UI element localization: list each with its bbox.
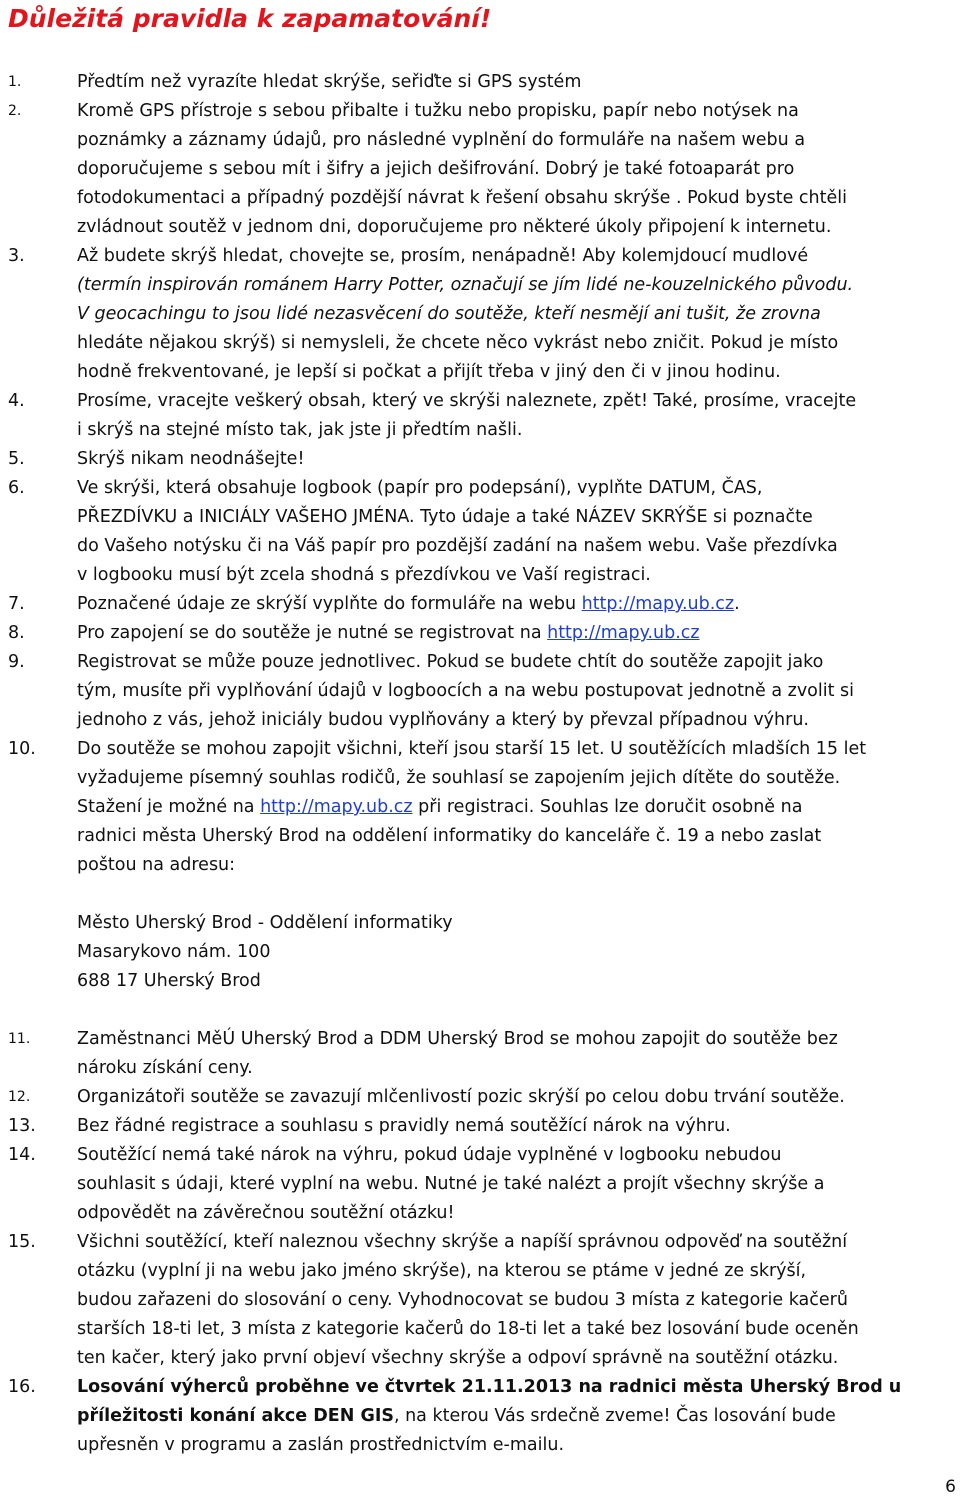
postal-address <box>77 909 954 996</box>
rule-text-line: radnici města Uherský Brod na oddělení informatiky do kanceláře č. 19 a nebo zaslat <box>77 826 822 846</box>
rule-number: 1. <box>8 74 22 90</box>
rule-text-line: Losování výherců proběhne ve čtvrtek 21.11.2013 na radnici města Uherský Brod u <box>77 1377 902 1397</box>
rule-item-9 <box>0 648 960 735</box>
rule-number: 6. <box>8 478 25 498</box>
rule-text-line: poštou na adresu: <box>77 855 236 875</box>
rule-text-line: ten kačer, který jako první objeví všechny skrýše a odpoví správně na soutěžní otázku. <box>77 1348 839 1368</box>
rule-item-10 <box>0 735 960 996</box>
rule-text-line: Až budete skrýš hledat, chovejte se, prosím, nenápadně! Aby kolemjdoucí mudlové <box>77 246 809 266</box>
rule-text-line: starších 18-ti let, 3 místa z kategorie kačerů do 18-ti let a také bez losování bude oceněn <box>77 1319 859 1339</box>
rule-text: Pro zapojení se do soutěže je nutné se registrovat na <box>77 623 548 643</box>
rule-text-line: Bez řádné registrace a souhlasu s pravidly nemá soutěžící nárok na výhru. <box>77 1116 731 1136</box>
rule-number: 3. <box>8 246 25 266</box>
rule-number: 14. <box>8 1145 36 1165</box>
rule-text-line: Skrýš nikam neodnášejte! <box>77 449 305 469</box>
rule-text-line: otázku (vyplní ji na webu jako jméno skrýše), na kterou se ptáme v jedné ze skrýší, <box>77 1261 807 1281</box>
rule-text-line: V geocachingu to jsou lidé nezasvěcení do soutěže, kteří nesmějí ani tušit, že zrovna <box>77 304 821 324</box>
rule-number: 16. <box>8 1377 36 1397</box>
rule-number: 8. <box>8 623 25 643</box>
rule-text-line: Soutěžící nemá také nárok na výhru, pokud údaje vyplněné v logbooku nebudou <box>77 1145 782 1165</box>
rule-text-line: Registrovat se může pouze jednotlivec. Pokud se budete chtít do soutěže zapojit jako <box>77 652 824 672</box>
rule-text-line: fotodokumentaci a případný pozdější návrat k řešení obsahu skrýše . Pokud byste chtěli <box>77 188 847 208</box>
rule-text-line: doporučujeme s sebou mít i šifry a jejich dešifrování. Dobrý je také fotoaparát pro <box>77 159 795 179</box>
rule-number: 9. <box>8 652 25 672</box>
rule-number: 12. <box>8 1089 31 1105</box>
mapy-link[interactable]: http://mapy.ub.cz <box>581 594 735 614</box>
address-line: Masarykovo nám. 100 <box>77 942 271 962</box>
rule-text-line: Prosíme, vracejte veškerý obsah, který ve skrýši naleznete, zpět! Také, prosíme, vracejte <box>77 391 857 411</box>
rule-item-5 <box>0 445 960 474</box>
rule-text-line: vyžadujeme písemný souhlas rodičů, že souhlasí se zapojením jejich dítěte do soutěže. <box>77 768 841 788</box>
rule-text-line: upřesněn v programu a zaslán prostřednictvím e-mailu. <box>77 1435 565 1455</box>
rule-text-line <box>77 1402 954 1431</box>
rule-item-3 <box>0 242 960 387</box>
rule-text-line: do Vašeho notýsku či na Váš papír pro pozdější zadání na našem webu. Vaše přezdívka <box>77 536 838 556</box>
rule-number: 13. <box>8 1116 36 1136</box>
rule-item-7 <box>0 590 960 619</box>
rule-text-suffix: . <box>734 594 740 614</box>
rule-item-8 <box>0 619 960 648</box>
rule-text-bold: příležitosti konání akce DEN GIS <box>77 1406 394 1426</box>
mapy-link[interactable]: http://mapy.ub.cz <box>547 623 700 643</box>
rule-item-15 <box>0 1228 960 1373</box>
rule-text-line: v logbooku musí být zcela shodná s přezdívkou ve Vaší registraci. <box>77 565 651 585</box>
rule-item-12 <box>0 1083 960 1112</box>
rule-text-line: jednoho z vás, jehož iniciály budou vyplňovány a který by převzal případnou výhru. <box>77 710 809 730</box>
rule-item-1 <box>0 68 960 97</box>
rule-number: 5. <box>8 449 25 469</box>
rule-text: , na kterou Vás srdečně zveme! Čas losování bude <box>393 1406 836 1426</box>
rule-text-line: Kromě GPS přístroje s sebou přibalte i tužku nebo propisku, papír nebo notýsek na <box>77 101 799 121</box>
rule-number: 15. <box>8 1232 36 1252</box>
rule-text-line <box>77 590 954 619</box>
rule-number: 7. <box>8 594 25 614</box>
rule-text-line: poznámky a záznamy údajů, pro následné vyplnění do formuláře na našem webu a <box>77 130 806 150</box>
rule-item-11 <box>0 1025 960 1083</box>
address-line: Město Uherský Brod - Oddělení informatiky <box>77 913 453 933</box>
rule-text-line: (termín inspirován románem Harry Potter, označují se jím lidé ne-kouzelnického původu. <box>77 275 854 295</box>
rule-text: při registraci. Souhlas lze doručit osobně na <box>412 797 803 817</box>
rule-text: Poznačené údaje ze skrýší vyplňte do formuláře na webu <box>77 594 582 614</box>
address-line: 688 17 Uherský Brod <box>77 971 261 991</box>
rule-number: 4. <box>8 391 25 411</box>
rule-text-line: Zaměstnanci MěÚ Uherský Brod a DDM Uherský Brod se mohou zapojit do soutěže bez <box>77 1029 838 1049</box>
rule-item-16 <box>0 1373 960 1460</box>
rule-number: 10. <box>8 739 36 759</box>
rule-text-line: Předtím než vyrazíte hledat skrýše, seřiďte si GPS systém <box>77 72 582 92</box>
rule-text-line: Do soutěže se mohou zapojit všichni, kteří jsou starší 15 let. U soutěžících mladších 15 let <box>77 739 867 759</box>
rule-text-line: tým, musíte při vyplňování údajů v logboocích a na webu postupovat jednotně a zvolit si <box>77 681 855 701</box>
page-title: Důležitá pravidla k zapamatování! <box>8 4 492 33</box>
rule-text-line: odpovědět na závěrečnou soutěžní otázku! <box>77 1203 455 1223</box>
rule-text-line: zvládnout soutěž v jednom dni, doporučujeme pro některé úkoly připojení k internetu. <box>77 217 832 237</box>
rule-number: 11. <box>8 1031 31 1047</box>
rule-item-14 <box>0 1141 960 1228</box>
rule-text-line <box>77 619 954 648</box>
rule-text-line: Všichni soutěžící, kteří naleznou všechny skrýše a napíší správnou odpověď na soutěžní <box>77 1232 848 1252</box>
rule-text: Stažení je možné na <box>77 797 261 817</box>
mapy-link[interactable]: http://mapy.ub.cz <box>260 797 413 817</box>
rule-item-13 <box>0 1112 960 1141</box>
rule-item-4 <box>0 387 960 445</box>
rule-item-6 <box>0 474 960 590</box>
rule-text-line: nároku získání ceny. <box>77 1058 253 1078</box>
rule-text-line: Ve skrýši, která obsahuje logbook (papír pro podepsání), vyplňte DATUM, ČAS, <box>77 478 763 498</box>
rule-text-line: hodně frekventované, je lepší si počkat a přijít třeba v jiný den či v jinou hodinu. <box>77 362 781 382</box>
rule-text-line: Organizátoři soutěže se zavazují mlčenlivostí pozic skrýší po celou dobu trvání soutěže. <box>77 1087 845 1107</box>
rule-number: 2. <box>8 103 22 119</box>
page-number: 6 <box>945 1477 956 1497</box>
rules-list <box>0 68 960 1460</box>
rule-text-line: hledáte nějakou skrýš) si nemysleli, že chcete něco vykrást nebo zničit. Pokud je místo <box>77 333 839 353</box>
rule-text-line: PŘEZDÍVKU a INICIÁLY VAŠEHO JMÉNA. Tyto údaje a také NÁZEV SKRÝŠE si poznačte <box>77 507 813 527</box>
rule-text-line <box>77 793 954 822</box>
rule-text-line: souhlasit s údaji, které vyplní na webu. Nutné je také nalézt a projít všechny skrýše a <box>77 1174 825 1194</box>
rule-item-2 <box>0 97 960 242</box>
rule-text-line: i skrýš na stejné místo tak, jak jste ji předtím našli. <box>77 420 523 440</box>
rule-text-line: budou zařazeni do slosování o ceny. Vyhodnocovat se budou 3 místa z kategorie kačerů <box>77 1290 848 1310</box>
